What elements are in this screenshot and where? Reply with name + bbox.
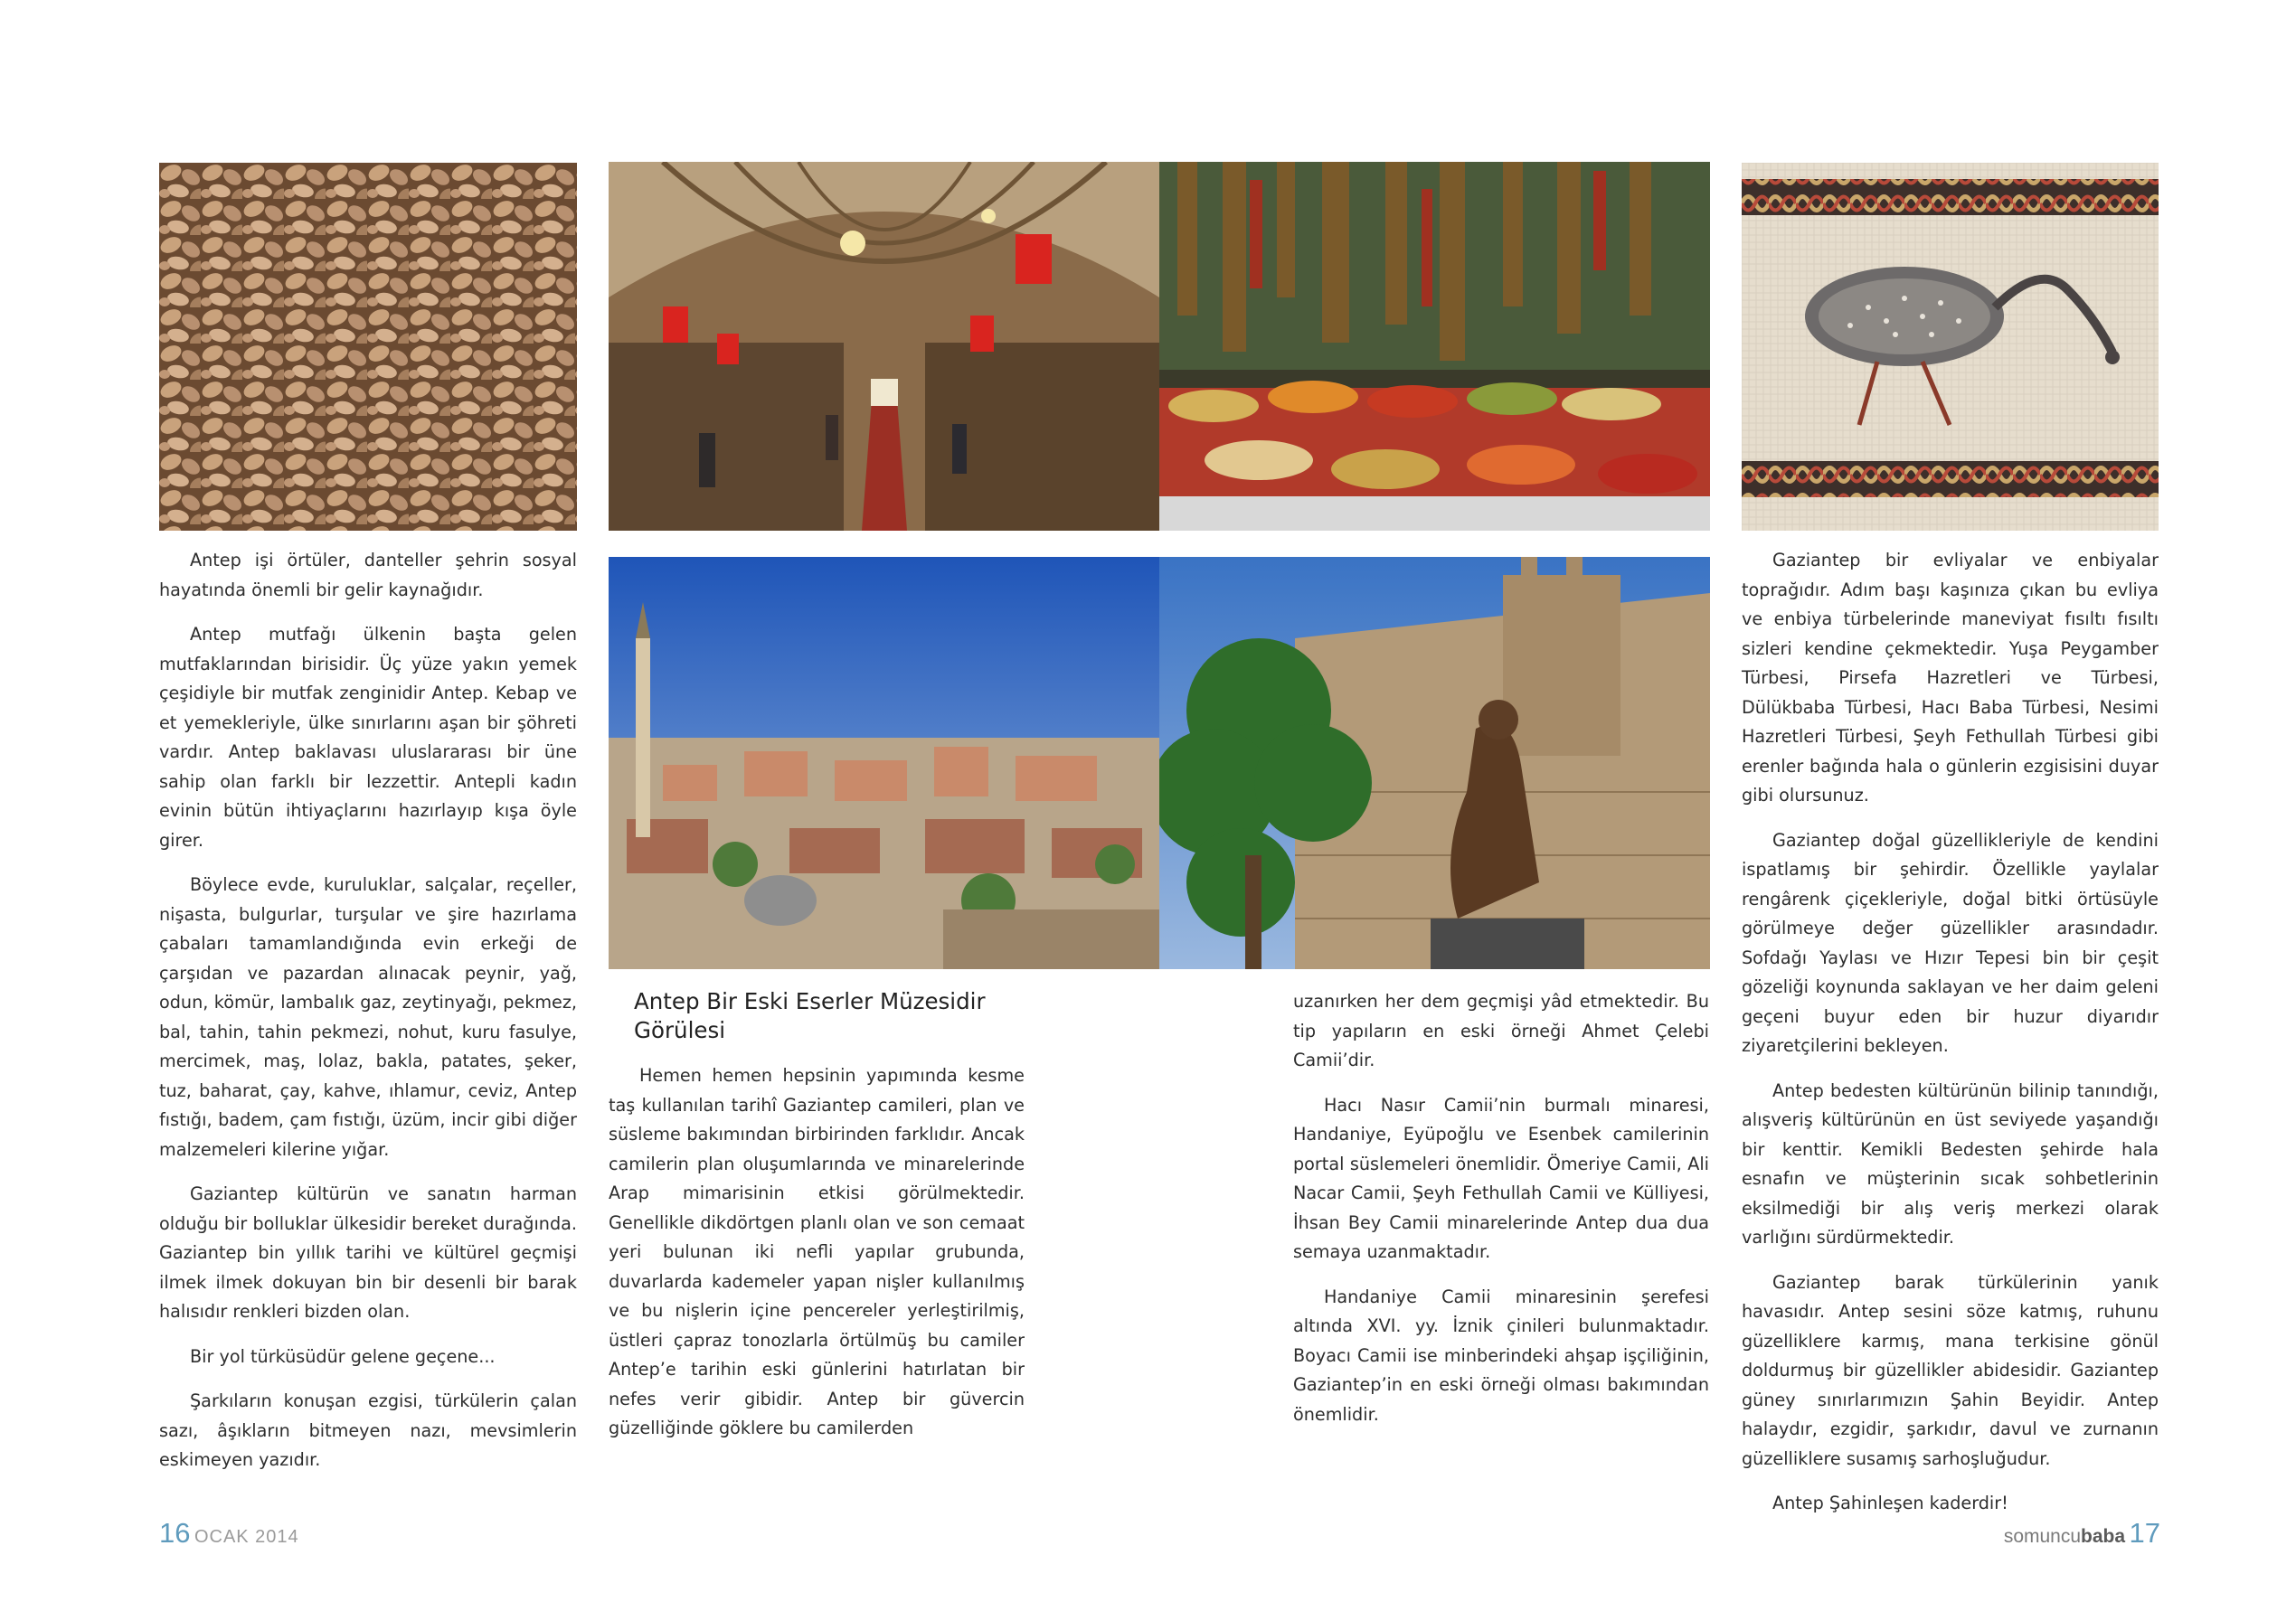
covered-bazaar-photo xyxy=(609,162,1159,531)
paragraph: uzanırken her dem geçmişi yâd etmektedir. Bu tip yapıların en eski örneği Ahmet Çelebi Camii’dir. xyxy=(1293,991,1709,1070)
paragraph: Hemen hemen hepsinin yapımında kesme taş kullanılan tarihî Gaziantep camileri, plan ve süsleme bakımından birbirinden farklıdır. Ancak camilerin plan oluşumlarında ve minarelerinde Arap mimarisinin etkisi görülmektedir. Genellikle dikdörtgen planlı olan ve son cemaat yeri bulunan iki nefli yapılar grubunda, duvarlarda kademeler yapan nişler kullanılmış ve bu nişlerin içine pencereler yerleştirilmiş, üstleri çapraz tonozlarla örtülmüş bu camiler Antep’e tarihin eski günlerini hatırlatan bir nefes verir gibidir. Antep bir güvercin güzelliğinde göklere bu camilerden xyxy=(609,1065,1025,1438)
paragraph: Bir yol türküsüdür gelene geçene... xyxy=(190,1345,496,1367)
paragraph: Antep mutfağı ülkenin başta gelen mutfaklarından birisidir. Üç yüze yakın yemek çeşidiyle bir mutfak zenginidir Antep. Kebap ve et yemekleriyle, ülke sınırlarını aşan bir şöhreti vardır. Antep baklavası uluslararası bir üne sahip olan farklı bir lezzettir. Antepli kadın evinin bütün ihtiyaçlarını hazırlayıp kışa öyle girer. xyxy=(159,624,577,851)
paragraph: Böylece evde, kuruluklar, salçalar, reçeller, nişasta, bulgurlar, turşular ve şire hazırlama çabaları tamamlandığında evin erkeği de çarşıdan ve pazardan alınacak peynir, yağ, odun, kömür, lambalık gaz, zeytinyağı, pekmez, bal, tahin, tahin pekmezi, nohut, kuru fasulye, mercimek, maş, lolaz, bakla, patates, şeker, tuz, baharat, çay, kahve, ıhlamur, ceviz, Antep fıstığı, badem, çam fıstığı, üzüm, incir gibi diğer malzemeleri kilerine yığar. xyxy=(159,874,577,1160)
magazine-name: somuncubaba xyxy=(2003,1526,2126,1547)
page-number: 17 xyxy=(2129,1517,2160,1549)
issue-date: OCAK 2014 xyxy=(194,1527,299,1547)
paragraph: Handaniye Camii minaresinin şerefesi altında XVI. yy. İznik çinileri bulunmaktadır. Boyacı Camii ise minberindeki ahşap işçiliğinin, Gaziantep’in en eski örneği olması bakımından önemlidir. xyxy=(1293,1286,1709,1425)
spice-market-photo xyxy=(1159,162,1710,531)
paragraph: Antep işi örtüler, danteller şehrin sosyal hayatında önemli bir gelir kaynağıdır. xyxy=(159,550,577,600)
paragraph: Antep bedesten kültürünün bilinip tanındığı, alışveriş kültürünün en üst seviyede yaşandığı bir kenttir. Kemikli Bedesten şehirde hala esnafın ve müşterinin sıcak sohbetlerinin eksilmediği bir alış veriş merkezi olarak varlığını sürdürmektedir. xyxy=(1742,1079,2159,1248)
paragraph: Şarkıların konuşan ezgisi, türkülerin çalan sazı, âşıkların bitmeyen nazı, mevsimlerin eskimeyen yazıdır. xyxy=(159,1390,577,1470)
column-4 xyxy=(1742,546,2159,1534)
paragraph: Hacı Nasır Camii’nin burmalı minaresi, Handaniye, Eyüpoğlu ve Esenbek camilerinin portal süslemeleri önemlidir. Ömeriye Camii, Ali Nacar Camii, Şeyh Fethullah Camii ve Külliyesi, İhsan Bey Camii minarelerinde Antep dua dua semaya uzanmaktadır. xyxy=(1293,1094,1709,1262)
paragraph: Gaziantep barak türkülerinin yanık havasıdır. Antep sesini söze katmış, ruhunu güzelliklere karmış, mana terkisine gönül doldurmuş bir güzellikler abidesidir. Gaziantep güney sınırlarımızın Şahin Beyidir. Antep halaydır, ezgidir, şarkıdır, davul ve zurnanın güzelliklere susamış sarhoşluğudur. xyxy=(1742,1271,2159,1469)
bird-mosaic-photo xyxy=(1742,163,2159,531)
paragraph: Gaziantep kültürün ve sanatın harman olduğu bir bolluklar ülkesidir bereket durağında. Gaziantep bin yıllık tarihi ve kültürel geçmişi ilmek ilmek dokuyan bin bir desenli bir barak halısıdır renkleri bizden olan. xyxy=(159,1183,577,1322)
left-folio xyxy=(159,1517,299,1550)
column-3 xyxy=(1293,987,1709,1445)
city-panorama-photo xyxy=(609,557,1159,969)
column-1 xyxy=(159,546,577,1491)
right-folio xyxy=(2004,1517,2160,1550)
section-heading: Antep Bir Eski Eserler Müzesidir Görülesi xyxy=(634,988,986,1043)
column-2 xyxy=(609,987,1025,1459)
castle-statue-photo xyxy=(1159,557,1710,969)
paragraph: Gaziantep bir evliyalar ve enbiyalar toprağıdır. Adım başı kaşınıza çıkan bu evliya ve enbiya türbelerinde maneviyat fısıltı fısıltı sizleri kendine çekmektedir. Yuşa Peygamber Türbesi, Pirsefa Hazretleri ve Türbesi, Dülükbaba Türbesi, Hacı Baba Türbesi, Nesimi Hazretleri Türbesi, Şeyh Fethullah Türbesi gibi erenler bağında hala o günlerin ezgisisini duyar gibi olursunuz. xyxy=(1742,550,2159,806)
paragraph: Antep Şahinleşen kaderdir! xyxy=(1772,1493,2008,1513)
pistachio-photo xyxy=(159,163,577,531)
paragraph: Gaziantep doğal güzellikleriyle de kendini ispatlamış bir şehirdir. Özellikle yaylalar rengârenk çiçekleriyle, doğal bitki örtüsüyle görülmeye değer güzellikler arasındadır. Sofdağı Yaylası ve Hızır Tepesi bin bir çeşit gözeliği koynunda saklayan ve her daim geleni geçeni buyur eden bir huzur diyarıdır ziyaretçilerini bekleyen. xyxy=(1742,829,2159,1056)
page-number: 16 xyxy=(159,1517,191,1549)
